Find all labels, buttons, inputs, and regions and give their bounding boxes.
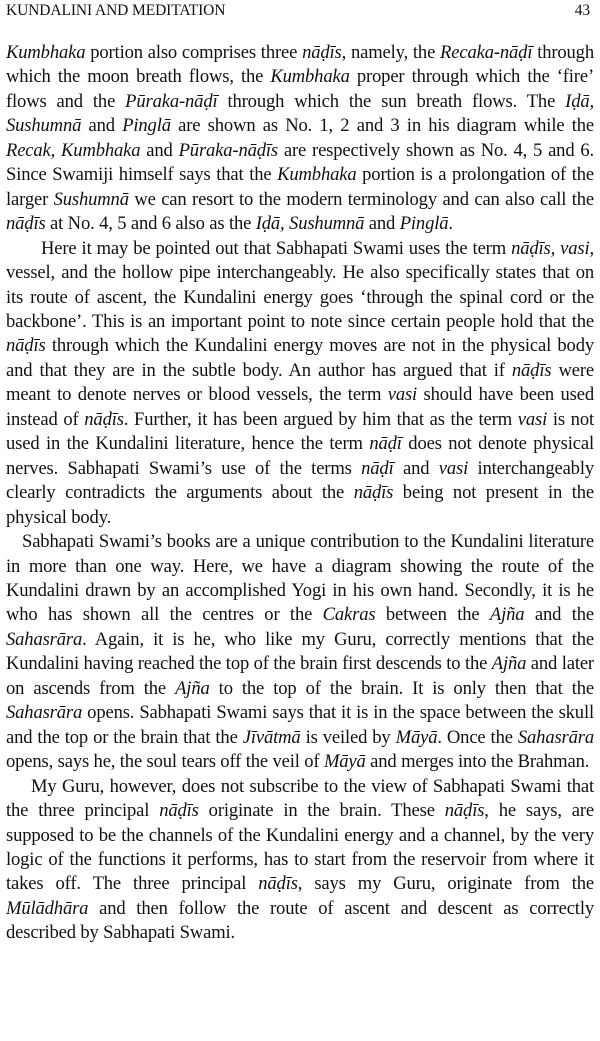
text-run: and the (524, 604, 594, 626)
italic-term: nāḍīs (444, 800, 485, 822)
text-run: , namely, the (341, 42, 441, 63)
text-run: does not denote physical nerves. Sabhapati Swami’s use of the terms (6, 433, 594, 479)
text-run: , says my Guru, originate from the (297, 873, 594, 895)
italic-term: nāḍīs, vasi (511, 237, 590, 259)
text-run: and (393, 457, 439, 479)
italic-term: Māyā (323, 751, 366, 773)
running-header (6, 2, 590, 24)
text-run: . (448, 213, 453, 235)
running-title: KUNDALINI AND MEDITATION (6, 2, 226, 19)
italic-term: Sahasrāra (517, 726, 595, 748)
text-run: and (364, 213, 400, 235)
text-run: to the top of the brain. It is only then that the (209, 677, 594, 699)
italic-term: nāḍīs (511, 359, 552, 381)
text-run: proper through which the ‘fire’ flows and the (6, 66, 594, 112)
text-run: interchangeably clearly contradicts the arguments about the (6, 457, 594, 504)
italic-term: Sushumnā (53, 188, 129, 210)
italic-term: Kumbhaka (6, 42, 86, 63)
text-run: are respectively shown as No. 4, 5 and 6. Since Swamiji himself says that the (6, 139, 594, 186)
text-run: . Again, it is he, who like my Guru, correctly mentions that the Kundalini having reached the top of the brain first descends to the (6, 628, 594, 675)
italic-term: Māyā (395, 726, 438, 748)
text-run: we can resort to the modern terminology and can also call the (128, 188, 594, 210)
italic-term: nāḍī (361, 457, 394, 479)
italic-term: Recaka-nāḍī (440, 42, 533, 63)
italic-term: Pinglā (399, 213, 449, 235)
text-run: opens. Sabhapati Swami says that it is in the space between the skull and the top or the brain that the (6, 702, 594, 748)
italic-term: nāḍīs (302, 42, 342, 63)
text-run: at No. 4, 5 and 6 also as the (45, 213, 256, 235)
text-run: . Once the (437, 726, 518, 748)
italic-term: Sahasrāra (6, 628, 83, 650)
text-run: through which the moon breath flows, the (6, 42, 594, 88)
italic-term: nāḍīs (84, 408, 124, 430)
text-run: through which the sun breath flows. The (217, 90, 566, 112)
text-run: should have been used instead of (6, 384, 594, 430)
italic-term: Ajña (489, 604, 525, 626)
italic-term: Recak, Kumbhaka (6, 139, 141, 161)
italic-term: Iḍā, Sushumnā (6, 90, 594, 137)
text-run: were meant to denote nerves or blood vessels, the term (6, 359, 594, 406)
italic-term: Pūraka-nāḍīs (178, 139, 279, 161)
text-run: opens, says he, the soul tears off the veil of (6, 751, 324, 773)
italic-term: nāḍīs (353, 482, 394, 504)
italic-term: Pinglā (122, 115, 171, 137)
text-run: , he says, are supposed to be the channels of the Kundalini energy and a channel, by the very logic of the functions it performs, has to start from the reservoir from where it takes off. The three principal (6, 800, 594, 895)
text-run: . Further, it has been argued by him that as the term (123, 408, 518, 430)
paragraph (6, 41, 594, 237)
page-number: 43 (574, 2, 590, 19)
text-run: Sabhapati Swami’s books are a unique contribution to the Kundalini literature in more than one way. Here, we have a diagram showing the route of the Kundalini drawn by an accomplished Yogi in his own hand. Secondly, it is he who has shown all the centres or the (6, 531, 594, 626)
italic-term: Kumbhaka (270, 66, 350, 88)
text-run: and later on ascends from the (6, 653, 594, 699)
text-run: and (81, 115, 123, 137)
text-run: , vessel, and the hollow pipe interchangeably. He also specifically states that on its route of ascent, the Kundalini energy goes ‘through the spinal cord or the backbone’. This is an important point to note since certain people hold that the (6, 237, 594, 332)
italic-term: nāḍīs (6, 335, 46, 357)
text-run: is veiled by (300, 726, 396, 748)
italic-term: Pūraka-nāḍī (125, 90, 218, 112)
italic-term: Iḍā, Sushumnā (255, 213, 365, 235)
italic-term: Cakras (322, 604, 376, 626)
paragraph (6, 530, 594, 775)
text-run: between the (375, 604, 490, 626)
text-run: are shown as No. 1, 2 and 3 in his diagram while the (170, 115, 594, 137)
italic-term: Kumbhaka (277, 164, 357, 186)
italic-term: Mūlādhāra (6, 897, 89, 919)
text-run: being not present in the physical body. (6, 482, 594, 528)
text-run: and (140, 139, 179, 161)
italic-term: Sahasrāra (6, 702, 83, 724)
text-run: portion is a prolongation of the larger (6, 164, 594, 210)
italic-term: nāḍī (369, 433, 402, 455)
text-run: Here it may be pointed out that Sabhapati Swami uses the term (41, 237, 512, 259)
text-run: and merges into the Brahman. (365, 751, 590, 773)
paragraph (6, 775, 594, 946)
italic-term: Jīvātmā (242, 726, 301, 748)
text-run: originate in the brain. These (198, 800, 445, 822)
italic-term: Ajña (175, 677, 210, 699)
text-run: My Guru, however, does not subscribe to the view of Sabhapati Swami that the three principal (6, 775, 594, 822)
text-run: is not used in the Kundalini literature, hence the term (6, 408, 594, 455)
italic-term: nāḍīs (159, 800, 199, 822)
text-run: portion also comprises three (85, 42, 303, 63)
italic-term: Ajña (491, 653, 527, 675)
italic-term: vasi (517, 408, 548, 430)
italic-term: vasi (438, 457, 469, 479)
italic-term: nāḍīs (258, 873, 298, 895)
paragraph (6, 237, 594, 530)
italic-term: nāḍīs (6, 213, 46, 235)
text-run: through which the Kundalini energy moves are not in the physical body and that they are in the subtle body. An author has argued that if (6, 335, 594, 381)
text-run: and then follow the route of ascent and descent as correctly described by Sabhapati Swami. (6, 897, 594, 944)
body-text (6, 41, 594, 946)
italic-term: vasi (387, 384, 418, 406)
